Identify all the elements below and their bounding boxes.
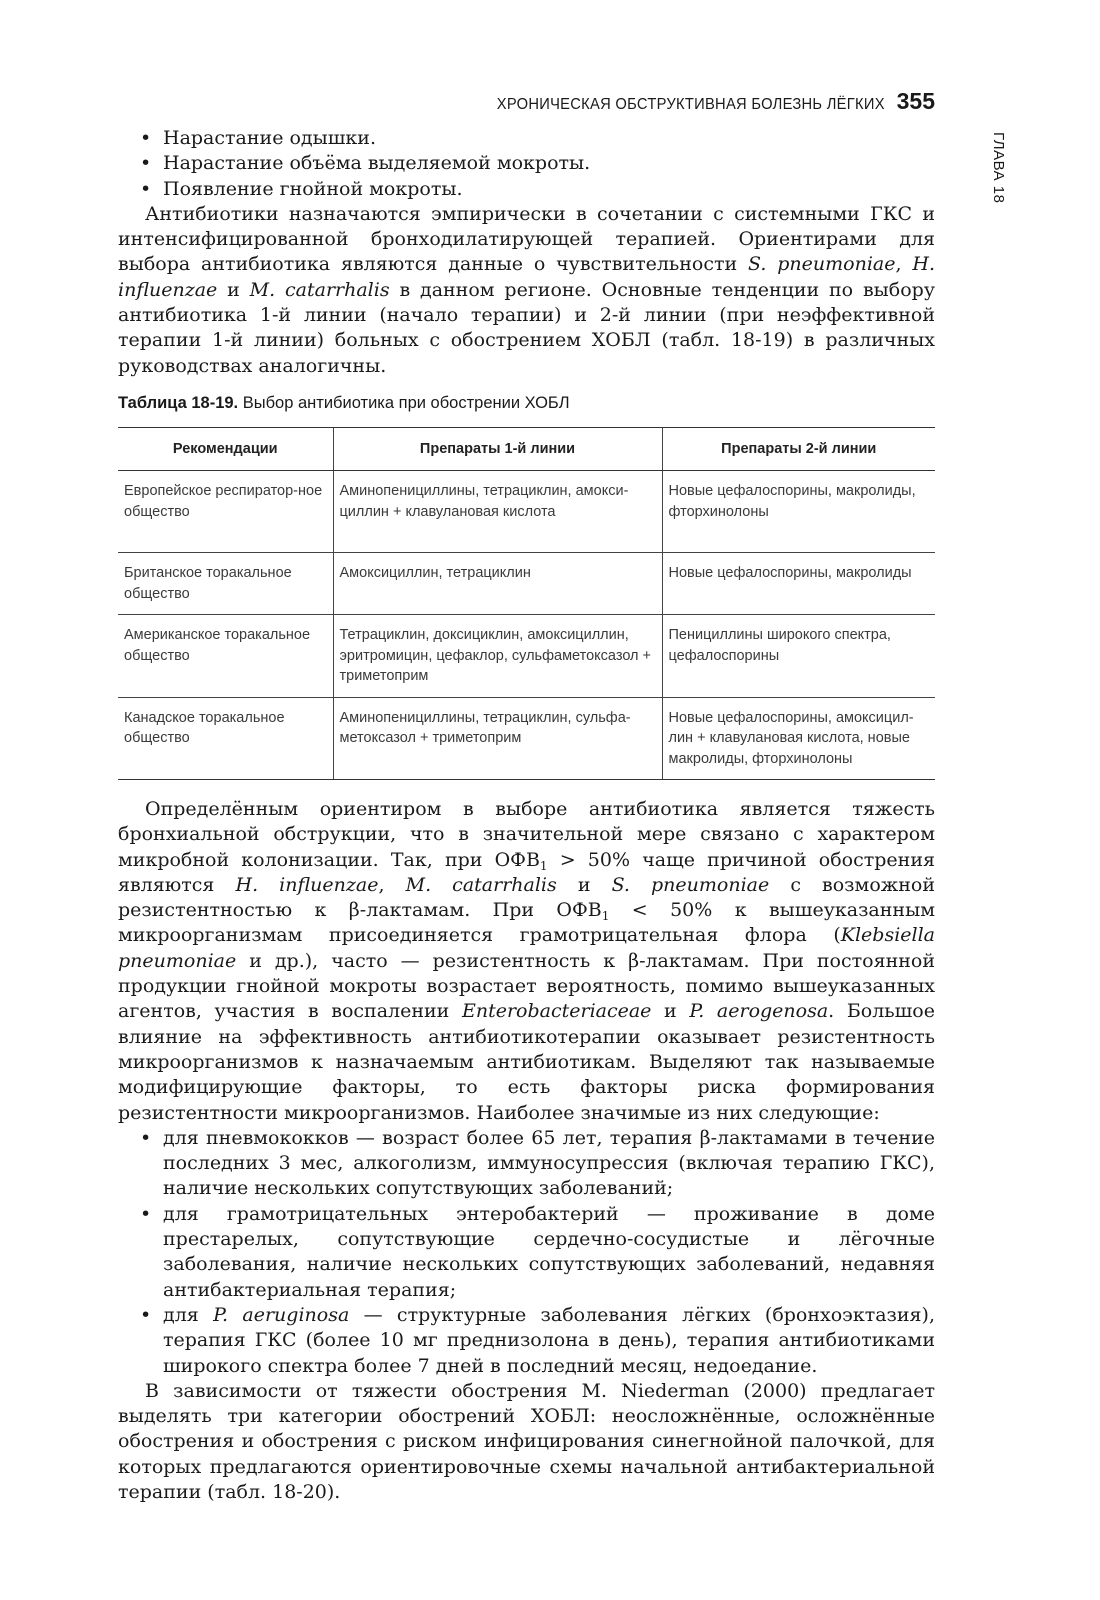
column-header: Препараты 2-й линии (662, 428, 935, 471)
list-item: • Нарастание объёма выделяемой мокроты. (118, 151, 935, 176)
table-row (118, 471, 935, 553)
list-item: • Нарастание одышки. (118, 126, 935, 151)
table-caption (118, 394, 570, 413)
column-header: Рекомендации (118, 428, 333, 471)
table-cell: Новые цефалоспорины, амоксицил-лин + клавулановая кислота, новые макролиды, фторхинолоны (662, 697, 935, 780)
chapter-side-label: ГЛАВА 18 (990, 132, 1007, 204)
table-cell: Пенициллины широкого спектра, цефалоспорины (662, 615, 935, 698)
table-cell: Аминопенициллины, тетрациклин, сульфа-метоксазол + триметоприм (333, 697, 662, 780)
list-item: • для пневмококков — возраст более 65 лет, терапия β-лактамами в течение последних 3 мес, алкоголизм, иммуносупрессия (включая терапию ГКС), наличие нескольких сопутствующих заболеваний; (118, 1126, 935, 1202)
table-cell: Европейское респиратор-ное общество (118, 471, 333, 553)
intro-block (118, 126, 935, 379)
list-item: • Появление гнойной мокроты. (118, 177, 935, 202)
list-item: • для P. aeruginosa — структурные заболевания лёгких (бронхоэктазия), терапия ГКС (более 10 мг преднизолона в день), терапия антибиотиками широкого спектра более 7 дней в последний месяц, недоедание. (118, 1303, 935, 1379)
table-cell: Тетрациклин, доксициклин, амоксициллин, эритромицин, цефаклор, сульфаметоксазол + триметоприм (333, 615, 662, 698)
table-cell: Канадское торакальное общество (118, 697, 333, 780)
table-cell: Американское торакальное общество (118, 615, 333, 698)
antibiotic-choice-table (118, 427, 935, 780)
paragraph-obstruction: Определённым ориентиром в выборе антибиотика является тяжесть бронхиальной обструкции, что в значительной мере связано с характером микробной колонизации. Так, при $ОФВ_1 > 50\%$ чаще причиной обострения являются H. influenzae, M. catarrhalis и S. pneumoniae с возможной резистентностью к β-лактамам. При $ОФВ_1 < 50\%$ к вышеуказанным микроорганизмам присоединяется грамотрицательная флора (Klebsiella pneumoniae и др.), часто — резистентность к β-лактамам. При постоянной продукции гнойной мокроты возрастает вероятность, помимо вышеуказанных агентов, участия в воспалении Enterobacteriaceae и P. aerogenosa. Большое влияние на эффективность антибиотикотерапии оказывает резистентность микроорганизмов к назначаемым антибиотикам. Выделяют так называемые модифицирующие факторы, то есть факторы риска формирования резистентности микроорганизмов. Наиболее значимые из них следующие: (118, 798, 936, 1124)
table-cell: Британское торакальное общество (118, 553, 333, 615)
table-cell: Новые цефалоспорины, макролиды, фторхинолоны (662, 471, 935, 553)
table-row (118, 697, 935, 780)
table-caption-label: Таблица 18-19. (118, 394, 239, 412)
running-header-title: ХРОНИЧЕСКАЯ ОБСТРУКТИВНАЯ БОЛЕЗНЬ ЛЁГКИХ (496, 96, 885, 113)
table-row (118, 553, 935, 615)
running-header (118, 88, 935, 118)
paragraph-niederman: В зависимости от тяжести обострения M. Niederman (2000) предлагает выделять три категории обострений ХОБЛ: неосложнённые, осложнённые обострения и обострения с риском инфицирования синегнойной палочкой, для которых предлагаются ориентировочные схемы начальной антибактериальной терапии (табл. 18-20). (118, 1379, 935, 1504)
table-cell: Амоксициллин, тетрациклин (333, 553, 662, 615)
table-row (118, 615, 935, 698)
paragraph-antibiotics: Антибиотики назначаются эмпирически в сочетании с системными ГКС и интенсифицированной бронходилатирующей терапией. Ориентирами для выбора антибиотика являются данные о чувствительности S. pneumoniae, H. influenzae и M. catarrhalis в данном регионе. Основные тенденции по выбору антибиотика 1-й линии (начало терапии) и 2-й линии (при неэффективной терапии 1-й линии) больных с обострением ХОБЛ (табл. 18-19) в различных руководствах аналогичны. (118, 202, 935, 377)
main-block (118, 797, 935, 1505)
page-number: 355 (896, 88, 935, 114)
column-header: Препараты 1-й линии (333, 428, 662, 471)
table-header-row (118, 428, 935, 471)
table-cell: Новые цефалоспорины, макролиды (662, 553, 935, 615)
table-cell: Аминопенициллины, тетрациклин, амокси-циллин + клавулановая кислота (333, 471, 662, 553)
intro-bullet-list (118, 126, 935, 202)
table-caption-text: Выбор антибиотика при обострении ХОБЛ (238, 394, 570, 412)
risk-factor-list (118, 1126, 935, 1379)
list-item: • для грамотрицательных энтеробактерий — проживание в доме престарелых, сопутствующие сердечно-сосудистые и лёгочные заболевания, наличие нескольких сопутствующих заболеваний, недавняя антибактериальная терапия; (118, 1202, 935, 1303)
